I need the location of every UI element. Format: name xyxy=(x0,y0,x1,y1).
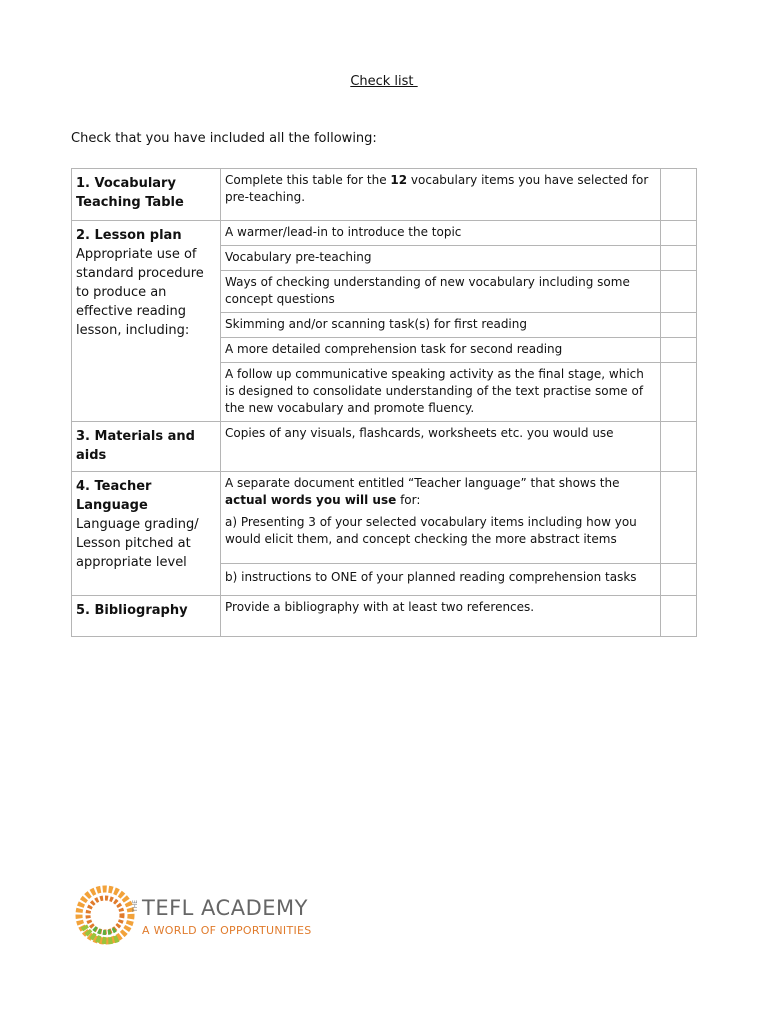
logo-brand-text: TEFL ACADEMY xyxy=(142,896,308,920)
item-text-bold: 12 xyxy=(390,173,408,187)
check-box[interactable] xyxy=(661,564,697,596)
section-cell xyxy=(72,169,221,221)
logo-the-text: THE xyxy=(132,900,139,912)
section-heading: 5. Bibliography xyxy=(76,603,188,618)
logo-ring-icon xyxy=(79,889,131,941)
item-cell: A follow up communicative speaking activity as the final stage, which is designed to consolidate understanding of the text practise some of the new vocabulary and promote fluency. xyxy=(221,363,661,422)
check-box[interactable] xyxy=(661,338,697,363)
table-row xyxy=(72,422,697,472)
check-box[interactable] xyxy=(661,246,697,271)
section-heading: 2. Lesson plan xyxy=(76,228,182,243)
check-box[interactable] xyxy=(661,313,697,338)
section-heading: 4. Teacher Language xyxy=(76,479,152,513)
table-row xyxy=(72,596,697,637)
item-text-pre: Complete this table for the xyxy=(225,173,391,187)
item-cell: Ways of checking understanding of new vocabulary including some concept questions xyxy=(221,271,661,313)
item-cell xyxy=(221,169,661,221)
check-box[interactable] xyxy=(661,472,697,564)
section-description: Appropriate use of standard procedure to produce an effective reading lesson, including: xyxy=(76,247,204,338)
check-box[interactable] xyxy=(661,363,697,422)
logo-tagline: A WORLD OF OPPORTUNITIES xyxy=(142,924,312,937)
item-text-post: vocabulary items you have selected for pre-teaching. xyxy=(225,173,649,204)
item-cell xyxy=(221,472,661,564)
section-cell xyxy=(72,221,221,422)
section-heading: 3. Materials and aids xyxy=(76,429,195,463)
item-cell: b) instructions to ONE of your planned reading comprehension tasks xyxy=(221,564,661,596)
section-cell xyxy=(72,422,221,472)
page-title: Check list xyxy=(350,74,418,89)
table-row xyxy=(72,169,697,221)
check-box[interactable] xyxy=(661,271,697,313)
item-cell: A more detailed comprehension task for second reading xyxy=(221,338,661,363)
item-text-sub: a) Presenting 3 of your selected vocabulary items including how you would elicit them, and concept checking the more abstract items xyxy=(225,515,637,546)
section-heading: 1. Vocabulary Teaching Table xyxy=(76,176,184,210)
item-cell: Skimming and/or scanning task(s) for first reading xyxy=(221,313,661,338)
check-box[interactable] xyxy=(661,169,697,221)
section-cell xyxy=(72,596,221,637)
item-text-bold: actual words you will use xyxy=(225,493,397,507)
check-box[interactable] xyxy=(661,596,697,637)
item-cell: A warmer/lead-in to introduce the topic xyxy=(221,221,661,246)
check-box[interactable] xyxy=(661,221,697,246)
table-row xyxy=(72,472,697,564)
check-box[interactable] xyxy=(661,422,697,472)
checklist-table xyxy=(71,168,697,637)
section-description: Language grading/ Lesson pitched at appropriate level xyxy=(76,517,199,570)
item-text-post: for: xyxy=(396,493,421,507)
table-row xyxy=(72,221,697,246)
intro-text: Check that you have included all the following: xyxy=(71,131,377,146)
item-cell: Copies of any visuals, flashcards, worksheets etc. you would use xyxy=(221,422,661,472)
item-cell: Provide a bibliography with at least two references. xyxy=(221,596,661,637)
item-cell: Vocabulary pre-teaching xyxy=(221,246,661,271)
item-text-pre: A separate document entitled “Teacher language” that shows the xyxy=(225,476,620,490)
section-cell xyxy=(72,472,221,596)
